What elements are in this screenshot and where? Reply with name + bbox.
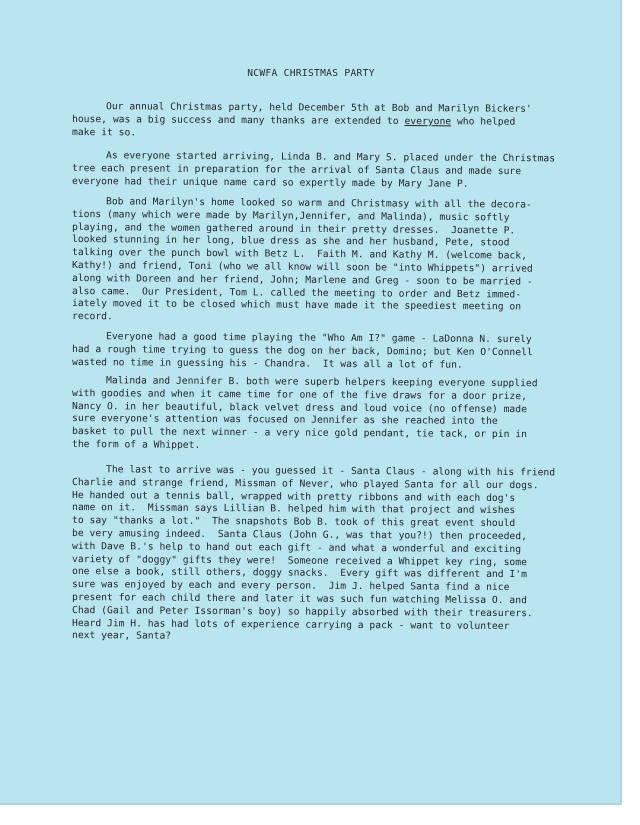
text-line: Our annual Christmas party, held December 5th at Bob and Marilyn Bickers' xyxy=(105,101,532,115)
text-line: Chad (Gail and Peter Issorman's boy) so happily absorbed with their treasurers. xyxy=(71,604,533,619)
paragraph-4 xyxy=(72,331,586,369)
paragraph-3 xyxy=(72,196,586,324)
text-line: Heard Jim H. has had lots of experience carrying a pack - want to volunteer xyxy=(71,617,510,632)
text-line: tree each present in preparation for the arrival of Santa Claus and made sure xyxy=(71,162,522,177)
document-title: NCWFA CHRISTMAS PARTY xyxy=(247,68,375,79)
text-line: make it so. xyxy=(71,126,137,138)
text-line: be very amusing indeed. Santa Claus (John G., was that you?!) then proceeded, xyxy=(71,527,527,543)
text-line: with Dave B.'s help to hand out each gift - and what a wonderful and exciting xyxy=(71,540,522,555)
paragraph-1 xyxy=(72,101,586,139)
text-line: Malinda and Jennifer B. both were superb helpers keeping everyone supplied xyxy=(105,375,538,390)
text-line: had a rough time trying to guess the dog on her back, Domino; but Ken O'Connell xyxy=(71,343,533,359)
text-line: tions (many which were made by Marilyn,Jennifer, and Malinda), music softly xyxy=(71,208,510,224)
text-line: sure everyone's attention was focused on Jennifer as she reached into the xyxy=(71,413,498,428)
text-line: iately moved it to be closed which must have made it the speediest meeting on xyxy=(71,298,522,313)
text-line: sure was enjoyed by each and every person. Jim J. helped Santa find a nice xyxy=(71,579,510,594)
text-line: basket to pull the next winner - a very nice gold pendant, tie tack, or pin in xyxy=(71,426,527,441)
paragraph-6 xyxy=(72,464,586,643)
text-line: everyone had their unique name card so expertly made by Mary Jane P. xyxy=(71,175,469,190)
text-line: Kathy!) and friend, Toni (who we all know will soon be "into Whippets") arrived xyxy=(71,259,533,275)
underlined-word: everyone xyxy=(404,115,452,128)
text-line: present for each child there and later it was such fun watching Melissa O. and xyxy=(71,591,527,607)
text-line: Everyone had a good time playing the "Who Am I?" game - LaDonna N. surely xyxy=(105,331,532,346)
text-line: variety of "doggy" gifts they were! Someone received a Whippet key ring, some xyxy=(71,553,527,568)
text-line: As everyone started arriving, Linda B. and Mary S. placed under the Christmas xyxy=(105,150,556,165)
text-line: record. xyxy=(71,311,113,323)
text-line: The last to arrive was - you guessed it - Santa Claus - along with his friend xyxy=(105,464,556,479)
paragraph-5 xyxy=(72,375,586,452)
text-line: playing, and the women gathered around in their pretty dresses. Joanette P. xyxy=(71,221,516,237)
text-line: wasted no time in guessing his - Chandra. It was all a lot of fun. xyxy=(71,356,463,371)
paragraph-2 xyxy=(72,150,586,188)
text-line: talking over the punch bowl with Betz L. Faith M. and Kathy M. (welcome back, xyxy=(71,247,527,262)
text-line: next year, Santa? xyxy=(71,630,172,643)
text-line: Charlie and strange friend, Missman of Never, who played Santa for all our dogs. xyxy=(71,476,539,492)
text-line: He handed out a tennis ball, wrapped with pretty ribbons and with each dog's xyxy=(71,489,516,504)
text-line: Nancy O. in her beautiful, black velvet dress and loud voice (no offense) made xyxy=(71,400,527,415)
text-line: along with Doreen and her friend, John; Marlene and Greg - soon to be married - xyxy=(71,272,533,288)
text-line: Bob and Marilyn's home looked so warm and Christmasy with all the decora- xyxy=(105,196,532,211)
text-segment: who helped xyxy=(451,116,516,128)
text-line: also came. Our President, Tom L. called the meeting to order and Betz immed- xyxy=(71,285,522,301)
text-line: looked stunning in her long, blue dress as she and her husband, Pete, stood xyxy=(71,234,510,249)
text-line: to say "thanks a lot." The snapshots Bob B. took of this great event should xyxy=(71,515,516,530)
text-line: with goodies and when it came time for one of the five draws for a door prize, xyxy=(71,387,527,402)
text-line: one else a book, still others, doggy snacks. Every gift was different and I'm xyxy=(71,566,527,581)
text-segment: house, was a big success and many thanks are extended to xyxy=(71,113,399,127)
text-line: the form of a Whippet. xyxy=(71,438,201,451)
text-line: name on it. Missman says Lillian B. helped him with that project and wishes xyxy=(71,502,516,517)
